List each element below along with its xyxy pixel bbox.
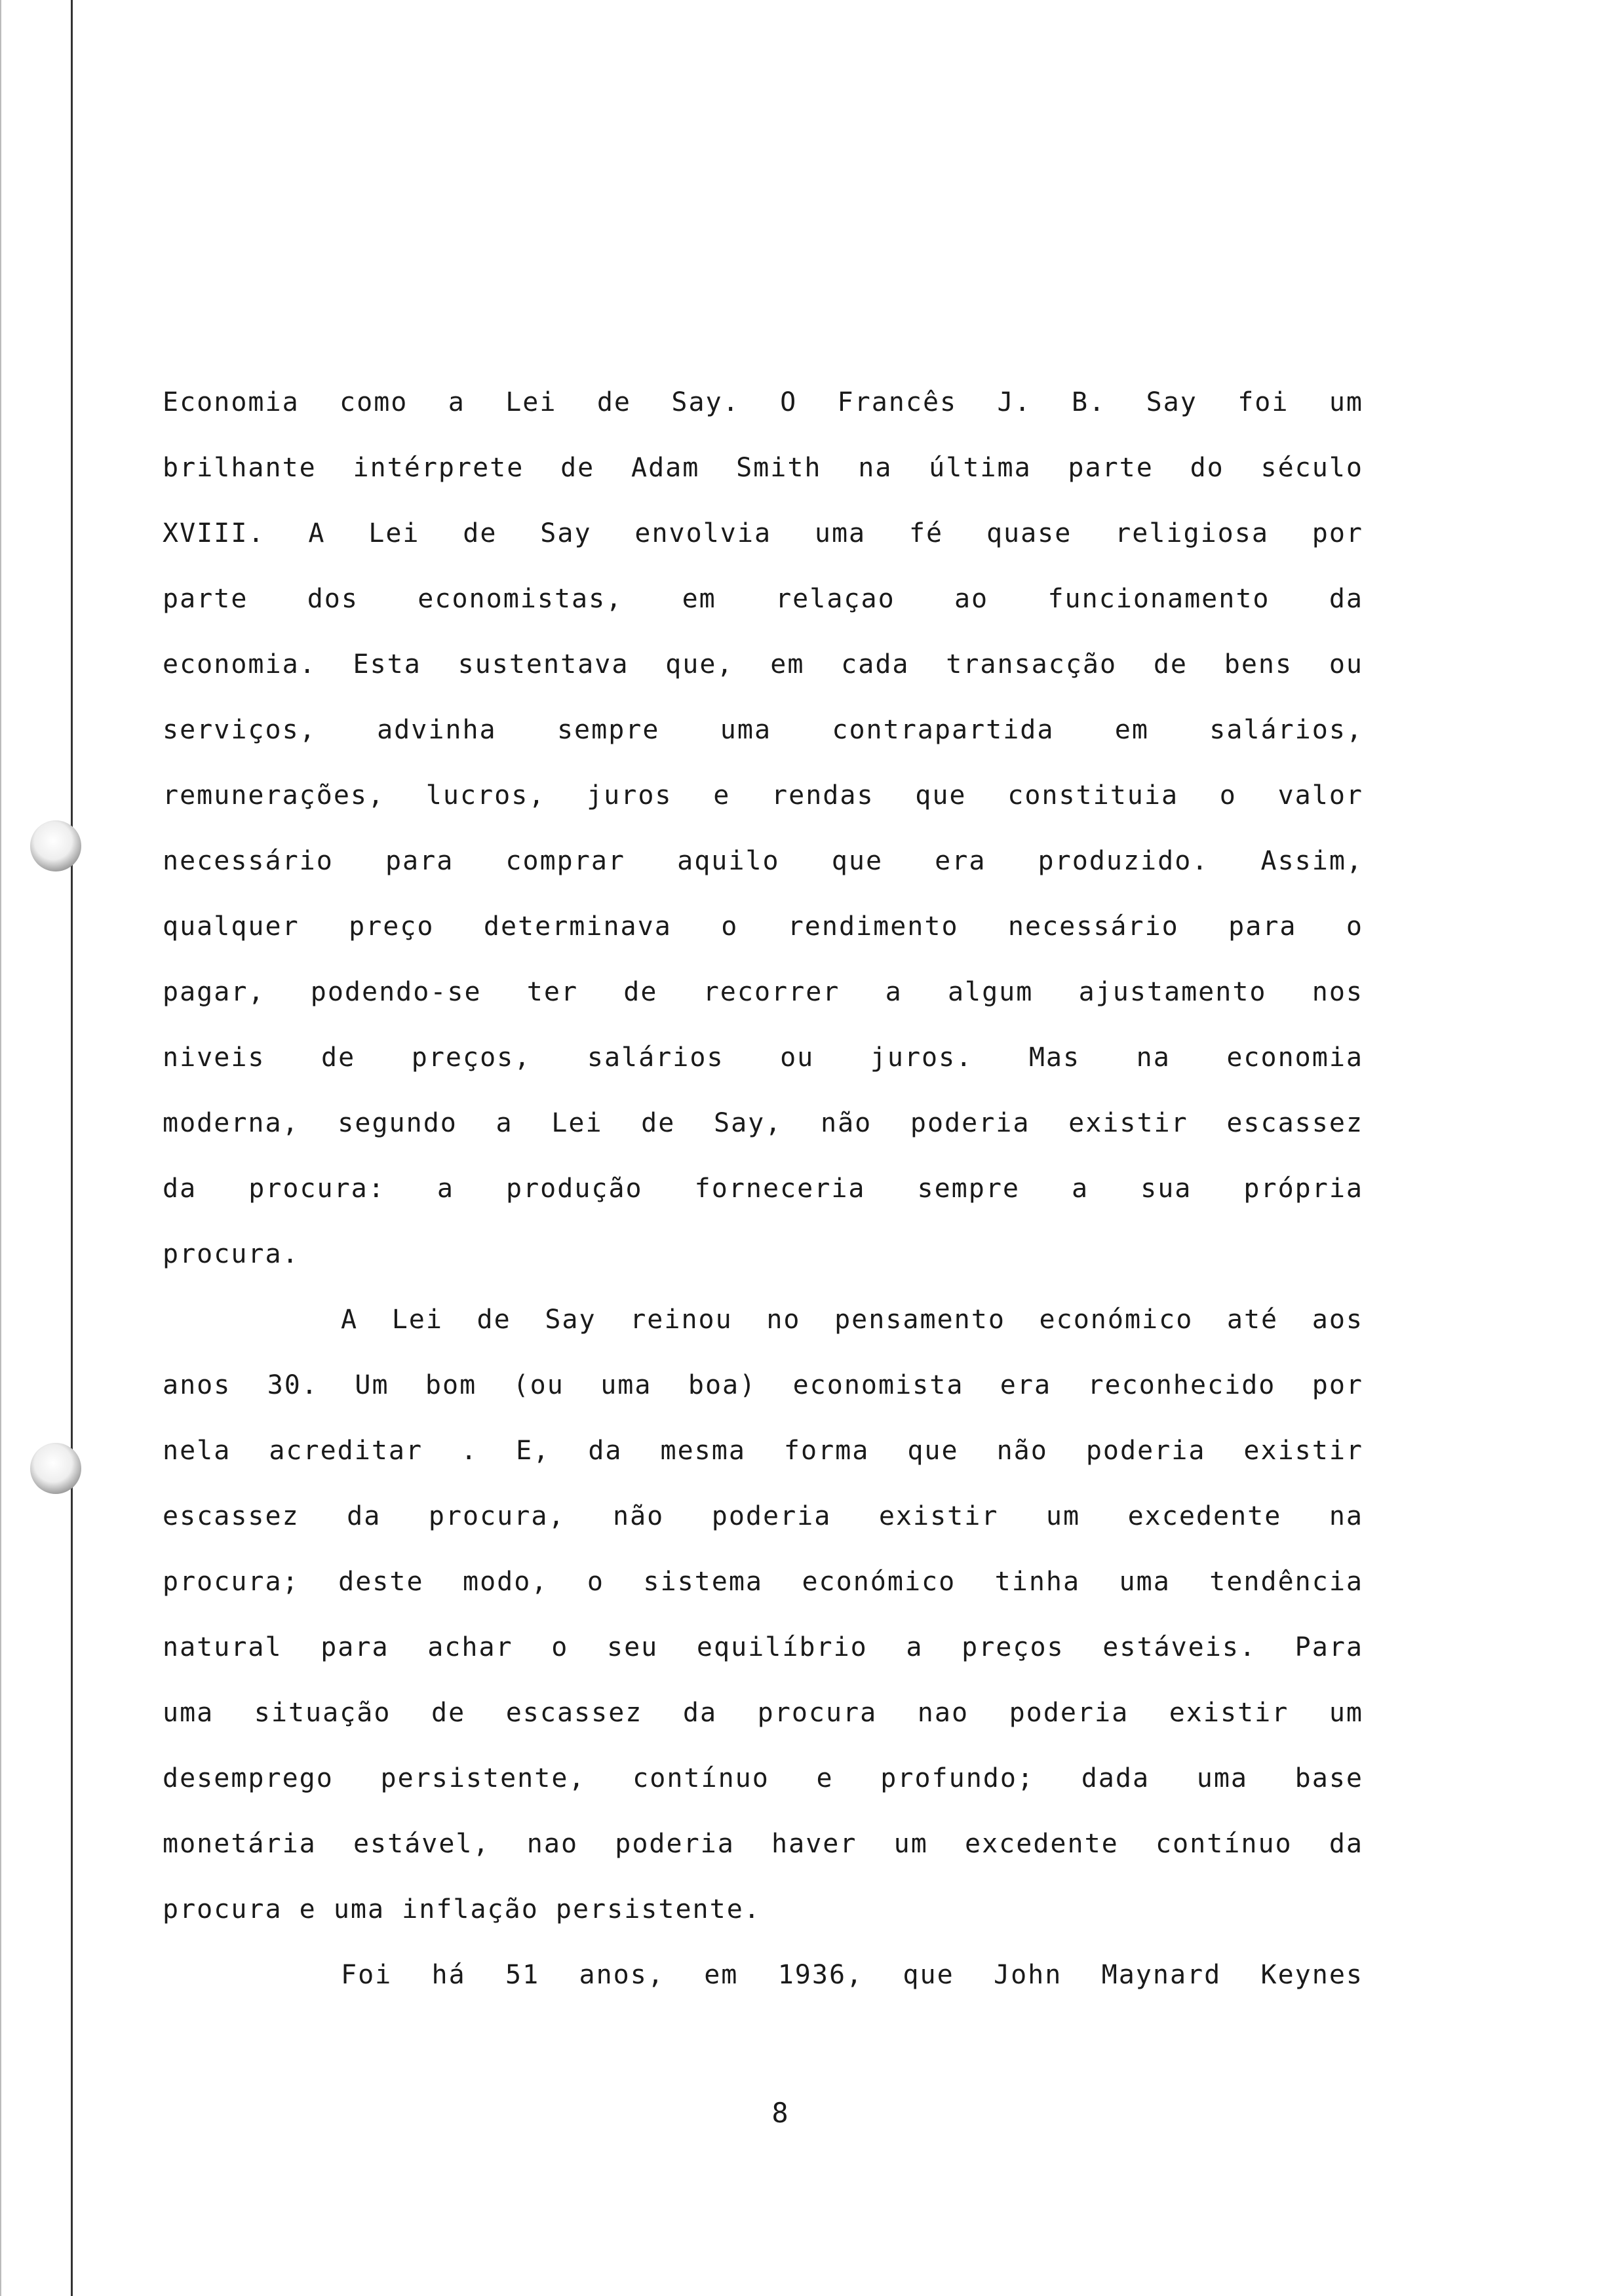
text-line: remunerações, lucros, juros e rendas que constituia o valor	[163, 780, 1363, 811]
paragraph-start-line: A Lei de Say reinou no pensamento económico até aos	[341, 1305, 1363, 1335]
text-line: da procura: a produção forneceria sempre a sua própria	[163, 1174, 1363, 1204]
text-line: anos 30. Um bom (ou uma boa) economista era reconhecido por	[163, 1370, 1363, 1400]
text-line: economia. Esta sustentava que, em cada transacção de bens ou	[163, 649, 1363, 679]
margin-line	[71, 0, 73, 2296]
text-line: brilhante intérprete de Adam Smith na última parte do século	[163, 453, 1363, 483]
text-line: XVIII. A Lei de Say envolvia uma fé quase religiosa por	[163, 518, 1363, 548]
text-line: uma situação de escassez da procura nao poderia existir um	[163, 1698, 1363, 1728]
text-line: natural para achar o seu equilíbrio a preços estáveis. Para	[163, 1632, 1363, 1662]
text-line: escassez da procura, não poderia existir um excedente na	[163, 1501, 1363, 1531]
text-line: desemprego persistente, contínuo e profundo; dada uma base	[163, 1763, 1363, 1793]
text-line: parte dos economistas, em relaçao ao funcionamento da	[163, 584, 1363, 614]
text-line: niveis de preços, salários ou juros. Mas na economia	[163, 1043, 1363, 1073]
page-edge	[0, 0, 1, 2296]
body-text	[163, 383, 1363, 2021]
text-line: monetária estável, nao poderia haver um excedente contínuo da	[163, 1829, 1363, 1859]
paragraph-start-line: Foi há 51 anos, em 1936, que John Maynard Keynes	[341, 1960, 1363, 1990]
text-line: pagar, podendo-se ter de recorrer a algum ajustamento nos	[163, 977, 1363, 1007]
text-line: procura.	[163, 1239, 300, 1269]
punch-hole	[30, 820, 81, 871]
text-line: nela acreditar . E, da mesma forma que não poderia existir	[163, 1436, 1363, 1466]
text-line: Economia como a Lei de Say. O Francês J. B. Say foi um	[163, 387, 1363, 417]
text-line: necessário para comprar aquilo que era produzido. Assim,	[163, 846, 1363, 876]
text-line: moderna, segundo a Lei de Say, não poderia existir escassez	[163, 1108, 1363, 1138]
text-line: serviços, advinha sempre uma contrapartida em salários,	[163, 715, 1363, 745]
punch-hole	[30, 1443, 81, 1494]
text-line: qualquer preço determinava o rendimento necessário para o	[163, 911, 1363, 942]
page-number: 8	[771, 2097, 788, 2129]
text-line: procura e uma inflação persistente.	[163, 1894, 761, 1924]
text-line: procura; deste modo, o sistema económico tinha uma tendência	[163, 1567, 1363, 1597]
